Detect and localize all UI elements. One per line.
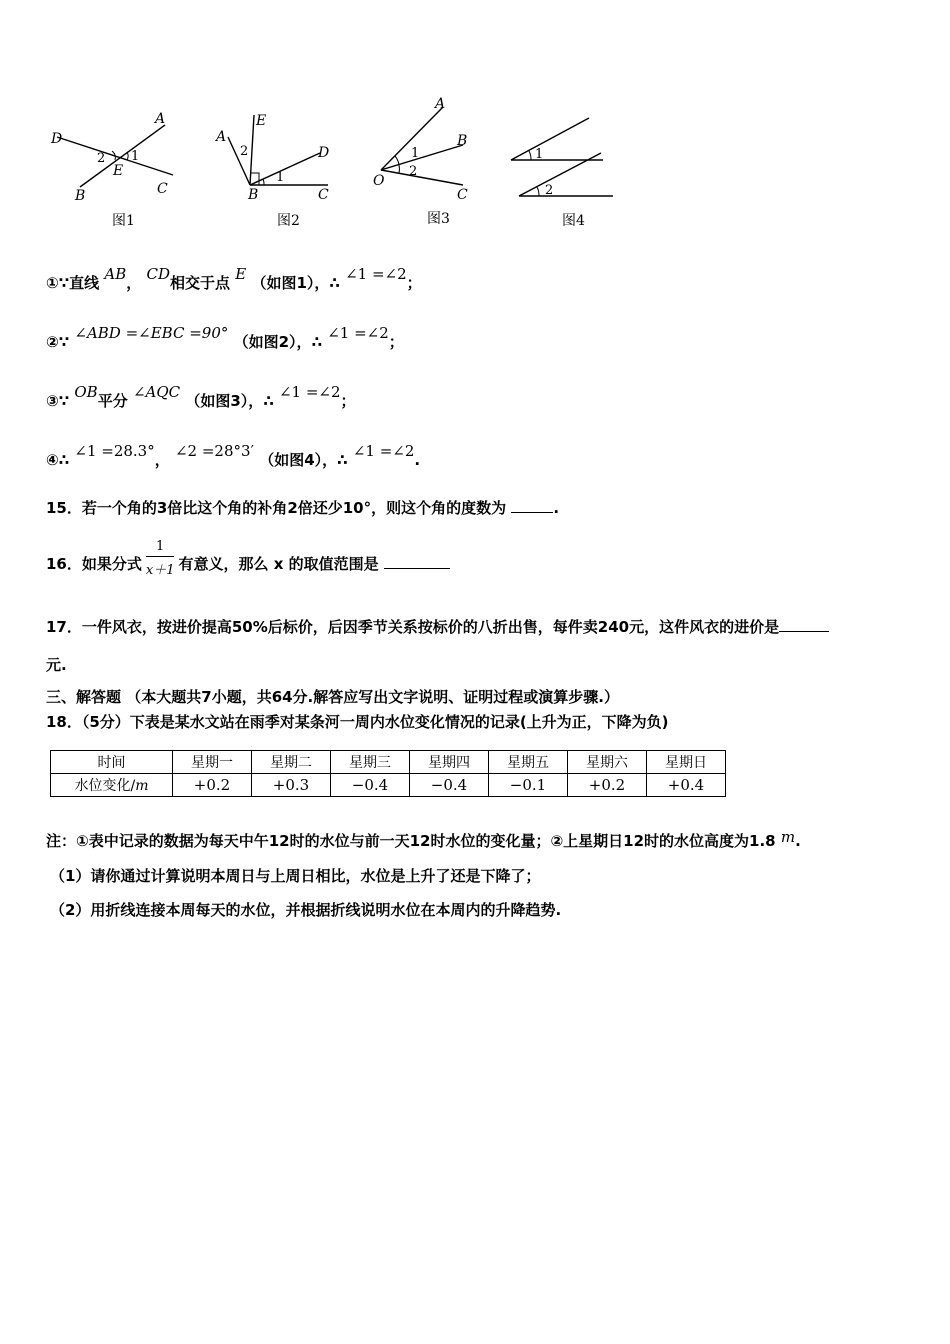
figure-row	[40, 95, 640, 235]
answer-blank[interactable]	[779, 617, 829, 632]
figure-4	[505, 95, 620, 229]
math-conclusion: ∠1 =∠2	[345, 265, 407, 283]
figure-3-caption: 图3	[427, 211, 450, 227]
statement-3	[46, 383, 356, 411]
text: 元.	[46, 656, 67, 674]
question-text: 有意义，那么 x 的取值范围是	[178, 555, 379, 573]
row-label-cell	[51, 774, 173, 797]
text: .	[795, 832, 801, 850]
value-cell: +0.4	[647, 774, 726, 797]
figure-2	[210, 95, 340, 229]
table-note	[46, 830, 801, 851]
value-cell: +0.2	[568, 774, 647, 797]
text: ；	[340, 392, 356, 410]
angle-2-label: 2	[545, 183, 554, 198]
answer-blank[interactable]	[384, 554, 450, 569]
header-cell: 星期二	[252, 751, 331, 774]
numerator: 1	[146, 539, 175, 557]
math-angle-2: ∠2 =28°3′	[174, 442, 254, 460]
header-cell: 星期日	[647, 751, 726, 774]
text: ，	[126, 274, 142, 292]
math-AB: AB	[104, 265, 127, 283]
question-18	[46, 711, 669, 732]
math-E: E	[235, 265, 247, 283]
answer-blank[interactable]	[511, 498, 553, 513]
fraction	[146, 539, 175, 578]
water-level-table	[50, 750, 726, 797]
sub-question-1	[50, 865, 540, 886]
label-O: O	[373, 173, 385, 189]
value-cell: −0.4	[331, 774, 410, 797]
text: ；	[388, 333, 404, 351]
marker: ③∵	[46, 392, 70, 410]
text: .	[553, 499, 560, 517]
marker: ④∴	[46, 451, 70, 469]
value-cell: +0.2	[173, 774, 252, 797]
text: ；	[406, 274, 422, 292]
unit: m	[780, 828, 796, 846]
sub-question-text: （2）用折线连接本周每天的水位，并根据折线说明水位在本周内的升降趋势.	[50, 901, 562, 919]
label-A: A	[155, 111, 166, 127]
header-cell: 星期一	[173, 751, 252, 774]
header-cell: 时间	[51, 751, 173, 774]
angle-2-label: 2	[240, 144, 249, 159]
label-A: A	[216, 129, 227, 145]
marker: ①∵	[46, 274, 70, 292]
figure-4-caption: 图4	[562, 213, 585, 229]
text: 相交于点	[170, 274, 231, 292]
marker: ②∵	[46, 333, 70, 351]
label-E: E	[113, 163, 124, 179]
angle-1-label: 1	[535, 147, 544, 162]
sub-question-2	[50, 899, 561, 920]
math-angle: ∠AQC	[132, 383, 181, 401]
text: ，	[154, 451, 170, 469]
figure-2-caption: 图2	[277, 213, 300, 229]
question-text: 17．一件风衣，按进价提高50%后标价，后因季节关系按标价的八折出售，每件卖240元，这件风衣的进价是	[46, 618, 780, 636]
math-conclusion: ∠1 =∠2	[278, 383, 341, 401]
text: .	[414, 451, 421, 469]
math-conclusion: ∠1 =∠2	[352, 442, 415, 460]
value-cell: −0.1	[489, 774, 568, 797]
value-cell: −0.4	[410, 774, 489, 797]
text: （如图4），∴	[259, 451, 348, 469]
label-B: B	[75, 188, 86, 204]
question-text: 18．（5分）下表是某水文站在雨季对某条河一周内水位变化情况的记录(上升为正，下降为负)	[46, 713, 669, 731]
math-conclusion: ∠1 =∠2	[327, 324, 389, 342]
angle-1-label: 1	[411, 146, 420, 161]
text: （如图3），∴	[185, 392, 274, 410]
text: （如图1），∴	[251, 274, 340, 292]
figure-1-caption: 图1	[112, 213, 135, 229]
table-header-row	[51, 751, 726, 774]
table-row	[51, 774, 726, 797]
angle-2-label: 2	[409, 164, 418, 179]
label-D: D	[51, 131, 63, 147]
question-15	[46, 497, 559, 518]
text: 平分	[97, 392, 128, 410]
label-C: C	[318, 187, 329, 203]
row-unit: m	[135, 778, 149, 794]
label-C: C	[457, 187, 468, 203]
label-A: A	[435, 96, 446, 112]
value-cell: +0.3	[252, 774, 331, 797]
figure-2-diagram	[210, 95, 340, 205]
angle-2-label: 2	[97, 151, 106, 166]
figure-1	[45, 95, 185, 229]
label-D: D	[318, 145, 330, 161]
section-3-header	[46, 686, 619, 707]
header-cell: 星期六	[568, 751, 647, 774]
angle-1-label: 1	[276, 170, 285, 185]
figure-1-diagram	[45, 95, 185, 205]
figure-3-diagram	[365, 95, 495, 205]
denominator: x＋1	[145, 563, 175, 578]
section-note: （本大题共7小题，共64分.解答应写出文字说明、证明过程或演算步骤.）	[126, 688, 619, 706]
sub-question-text: （1）请你通过计算说明本周日与上周日相比，水位是上升了还是下降了；	[50, 867, 541, 885]
header-cell: 星期三	[331, 751, 410, 774]
question-text: 15．若一个角的3倍比这个角的补角2倍还少10°，则这个角的度数为	[46, 499, 507, 517]
text: （如图2），∴	[233, 333, 322, 351]
row-label: 水位变化/	[74, 778, 136, 794]
label-B: B	[248, 187, 259, 203]
label-C: C	[157, 181, 168, 197]
math-CD: CD	[146, 265, 171, 283]
header-cell: 星期五	[489, 751, 568, 774]
angle-1-label: 1	[131, 149, 140, 164]
label-E: E	[256, 113, 267, 129]
label-B: B	[457, 133, 468, 149]
question-16	[46, 539, 450, 584]
question-17-unit	[46, 654, 67, 675]
header-cell: 星期四	[410, 751, 489, 774]
statement-1	[46, 265, 422, 293]
figure-4-diagram	[505, 95, 620, 205]
figure-3	[365, 95, 495, 227]
math-condition: ∠ABD =∠EBC =90°	[74, 324, 229, 342]
math-OB: OB	[74, 383, 98, 401]
math-angle-1: ∠1 =28.3°	[74, 442, 155, 460]
note-text: 注：①表中记录的数据为每天中午12时的水位与前一天12时水位的变化量；②上星期日12时的水位高度为1.8	[46, 832, 776, 850]
text: 直线	[69, 274, 100, 292]
section-title: 三、解答题	[46, 688, 122, 706]
statement-4	[46, 442, 421, 470]
question-text: 16．如果分式	[46, 555, 142, 573]
question-17	[46, 616, 829, 637]
statement-2	[46, 324, 404, 352]
